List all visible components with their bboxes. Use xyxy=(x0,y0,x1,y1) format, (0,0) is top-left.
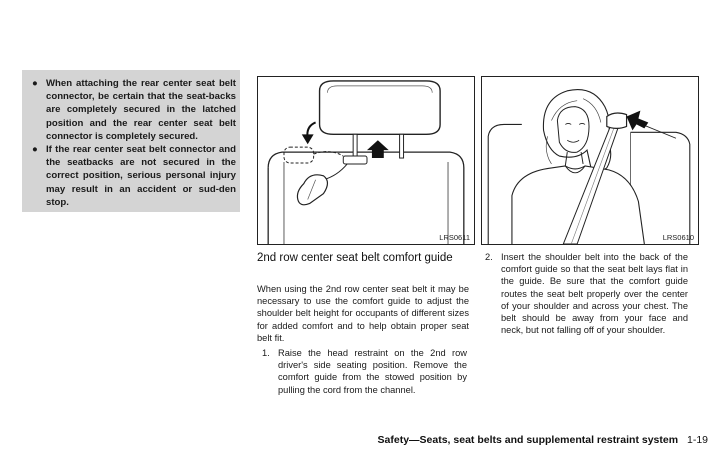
warning-item-1 xyxy=(32,77,236,143)
warning-item-2 xyxy=(32,143,236,209)
figure-code: LRS0610 xyxy=(662,233,694,242)
head-restraint-illustration xyxy=(258,77,474,244)
step-text: Raise the head restraint on the 2nd row driver's side seating position. Remove the comfort guide from the stowed position by pulling the cord from the channel. xyxy=(278,348,467,395)
figure-head-restraint xyxy=(257,76,475,245)
page-number: 1-19 xyxy=(686,434,708,446)
step-number: 2. xyxy=(485,252,493,262)
figure-occupant xyxy=(481,76,699,245)
bullet-icon: ● xyxy=(32,144,38,156)
page-footer xyxy=(300,434,708,446)
section-intro: When using the 2nd row center seat belt it may be necessary to use the comfort guide to adjust the shoulder belt height for occupants of different sizes for added comfort and to help obtain proper seat belt fit. xyxy=(257,284,469,343)
step-number: 1. xyxy=(262,348,270,358)
step-text: Insert the shoulder belt into the back of the comfort guide so that the seat belt lays flat in the guide. Be sure that the comfort guide routes the seat belt properly over the center of your shoulder and across your chest. The belt should be away from your face and neck, but not falling off of your shoulder. xyxy=(501,252,688,336)
section-title: 2nd row center seat belt comfort guide xyxy=(257,252,453,264)
footer-title: Safety—Seats, seat belts and supplemental restraint system xyxy=(377,434,679,446)
figure-code: LRS0611 xyxy=(439,233,470,242)
step-item-1 xyxy=(262,347,467,396)
warning-box xyxy=(22,70,240,212)
warning-text-2: If the rear center seat belt connector and the seatbacks are not secured in the correct position, serious personal injury may result in an accident or sud-den stop. xyxy=(46,144,236,208)
step-item-2 xyxy=(485,251,688,336)
warning-text-1: When attaching the rear center seat belt connector, be certain that the seat-backs are completely secured in the latched position and the rear center seat belt connector is completely secured. xyxy=(46,78,236,142)
bullet-icon: ● xyxy=(32,78,38,89)
occupant-illustration xyxy=(482,77,698,244)
